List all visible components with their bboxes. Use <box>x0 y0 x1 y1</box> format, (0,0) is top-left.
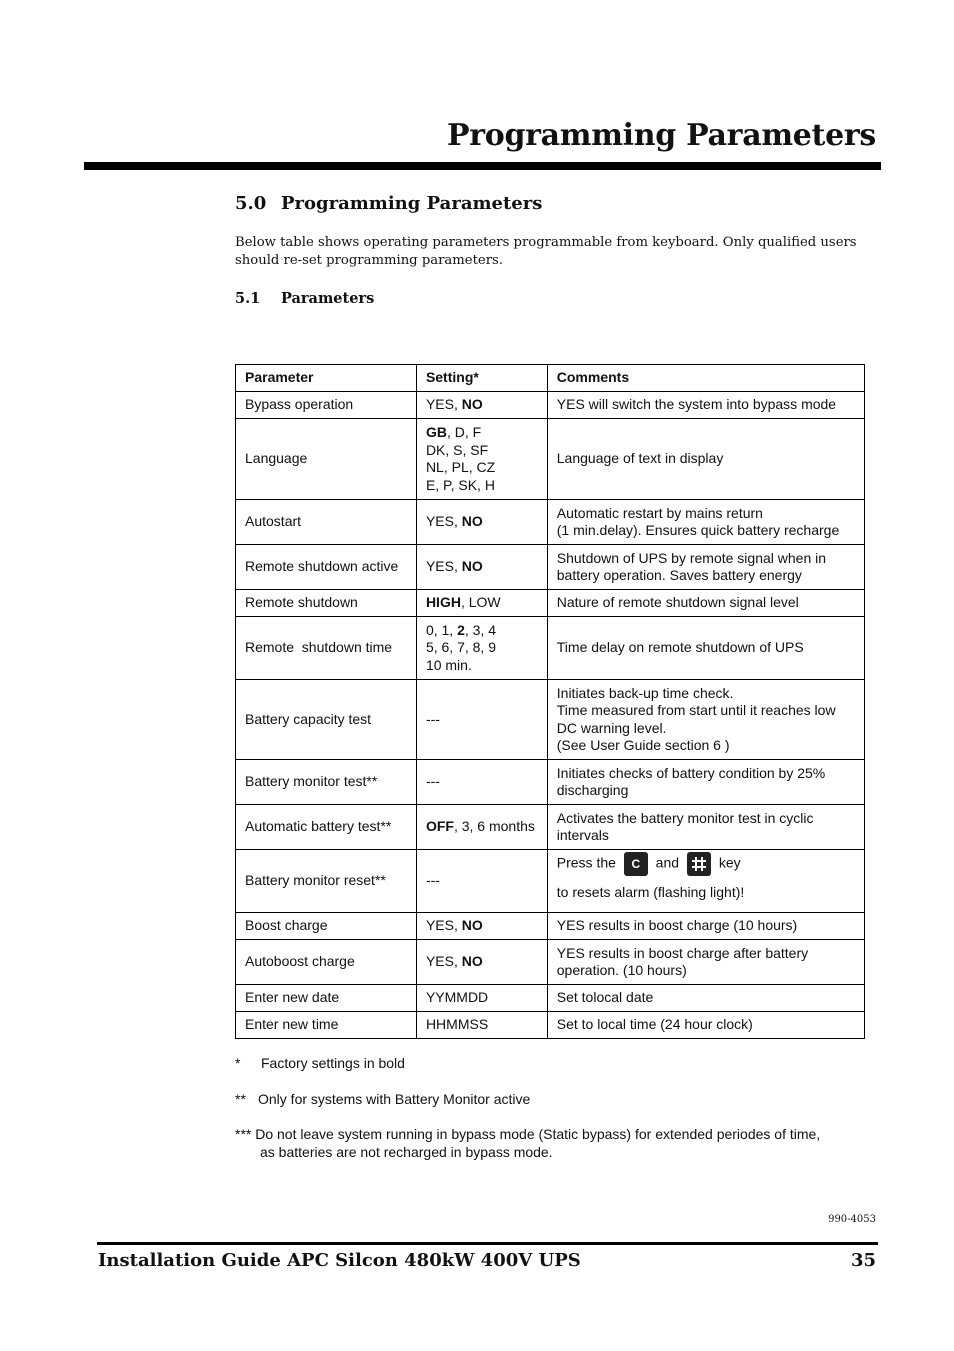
intro-line: Below table shows operating parameters programmable from keyboard. Only qualified users <box>235 235 857 250</box>
column-header: Comments <box>547 365 864 392</box>
section-title: Programming Parameters <box>281 193 543 214</box>
section-heading <box>235 193 542 214</box>
setting-cell: YES, NO <box>416 545 547 590</box>
header-rule <box>84 162 881 170</box>
parameter-cell: Remote shutdown time <box>236 617 417 680</box>
footnote-battery-monitor <box>235 1091 530 1109</box>
document-number: 990-4053 <box>828 1214 876 1225</box>
comment-cell: YES results in boost charge (10 hours) <box>547 913 864 940</box>
table-row <box>236 913 865 940</box>
footnote-factory-settings <box>235 1055 405 1073</box>
comment-cell: Language of text in display <box>547 419 864 500</box>
comment-cell: Set to local time (24 hour clock) <box>547 1012 864 1039</box>
page-header-title: Programming Parameters <box>446 118 876 153</box>
comment-cell: Nature of remote shutdown signal level <box>547 590 864 617</box>
comment-cell: YES results in boost charge after battery operation. (10 hours) <box>547 940 864 985</box>
footnote-text: Factory settings in bold <box>261 1055 405 1071</box>
comment-cell: YES will switch the system into bypass mode <box>547 392 864 419</box>
footer-rule <box>97 1242 878 1245</box>
footer-title: Installation Guide APC Silcon 480kW 400V UPS <box>98 1250 581 1271</box>
setting-cell: YES, NO <box>416 940 547 985</box>
table-row <box>236 760 865 805</box>
c-key-icon: C <box>624 852 648 876</box>
parameter-cell: Bypass operation <box>236 392 417 419</box>
page-number: 35 <box>850 1250 876 1271</box>
comment-cell: Shutdown of UPS by remote signal when in battery operation. Saves battery energy <box>547 545 864 590</box>
table-row <box>236 940 865 985</box>
setting-cell: --- <box>416 760 547 805</box>
table-row <box>236 985 865 1012</box>
table-row <box>236 545 865 590</box>
table-row <box>236 419 865 500</box>
setting-cell: HHMMSS <box>416 1012 547 1039</box>
parameter-cell: Battery capacity test <box>236 680 417 760</box>
comment-cell: Press the C and key to resets alarm (flashing light)! <box>547 850 864 913</box>
parameter-cell: Enter new time <box>236 1012 417 1039</box>
parameter-cell: Language <box>236 419 417 500</box>
footnote-marker: ** <box>235 1091 246 1107</box>
table-row <box>236 617 865 680</box>
table-row <box>236 500 865 545</box>
table-row <box>236 850 865 913</box>
comment-cell: Activates the battery monitor test in cyclic intervals <box>547 805 864 850</box>
parameter-cell: Battery monitor test** <box>236 760 417 805</box>
parameters-table <box>235 364 865 1039</box>
setting-cell: HIGH, LOW <box>416 590 547 617</box>
column-header: Parameter <box>236 365 417 392</box>
setting-cell: YES, NO <box>416 392 547 419</box>
parameter-cell: Automatic battery test** <box>236 805 417 850</box>
parameter-cell: Remote shutdown active <box>236 545 417 590</box>
comment-cell: Initiates back-up time check. Time measured from start until it reaches low DC warning level. (See User Guide section 6 ) <box>547 680 864 760</box>
table-row <box>236 590 865 617</box>
table-header-row <box>236 365 865 392</box>
table-row <box>236 680 865 760</box>
table-row <box>236 1012 865 1039</box>
footnote-text: *** Do not leave system running in bypass mode (Static bypass) for extended periodes of time, <box>235 1126 821 1142</box>
parameter-cell: Remote shutdown <box>236 590 417 617</box>
table-row <box>236 392 865 419</box>
subsection-title: Parameters <box>281 290 375 307</box>
parameter-cell: Battery monitor reset** <box>236 850 417 913</box>
footnote-text: Only for systems with Battery Monitor active <box>258 1091 531 1107</box>
setting-cell: YES, NO <box>416 500 547 545</box>
setting-cell: 0, 1, 2, 3, 4 5, 6, 7, 8, 9 10 min. <box>416 617 547 680</box>
footnote-marker: * <box>235 1055 241 1071</box>
setting-cell: GB, D, F DK, S, SF NL, PL, CZ E, P, SK, H <box>416 419 547 500</box>
setting-cell: OFF, 3, 6 months <box>416 805 547 850</box>
parameter-cell: Boost charge <box>236 913 417 940</box>
comment-cell: Initiates checks of battery condition by 25% discharging <box>547 760 864 805</box>
setting-cell: YES, NO <box>416 913 547 940</box>
footnote-bypass-warning <box>235 1126 865 1161</box>
parameter-cell: Enter new date <box>236 985 417 1012</box>
section-number: 5.0 <box>235 193 267 214</box>
intro-paragraph <box>235 234 865 270</box>
subsection-heading <box>235 290 374 307</box>
hash-key-icon <box>687 852 711 876</box>
column-header: Setting* <box>416 365 547 392</box>
table-row <box>236 805 865 850</box>
comment-cell: Set tolocal date <box>547 985 864 1012</box>
parameter-cell: Autostart <box>236 500 417 545</box>
comment-cell: Time delay on remote shutdown of UPS <box>547 617 864 680</box>
parameter-cell: Autoboost charge <box>236 940 417 985</box>
intro-line: should re-set programming parameters. <box>235 253 503 268</box>
setting-cell: YYMMDD <box>416 985 547 1012</box>
subsection-number: 5.1 <box>235 290 261 307</box>
setting-cell: --- <box>416 680 547 760</box>
setting-cell: --- <box>416 850 547 913</box>
footnote-text: as batteries are not recharged in bypass mode. <box>260 1143 553 1160</box>
comment-cell: Automatic restart by mains return (1 min.delay). Ensures quick battery recharge <box>547 500 864 545</box>
